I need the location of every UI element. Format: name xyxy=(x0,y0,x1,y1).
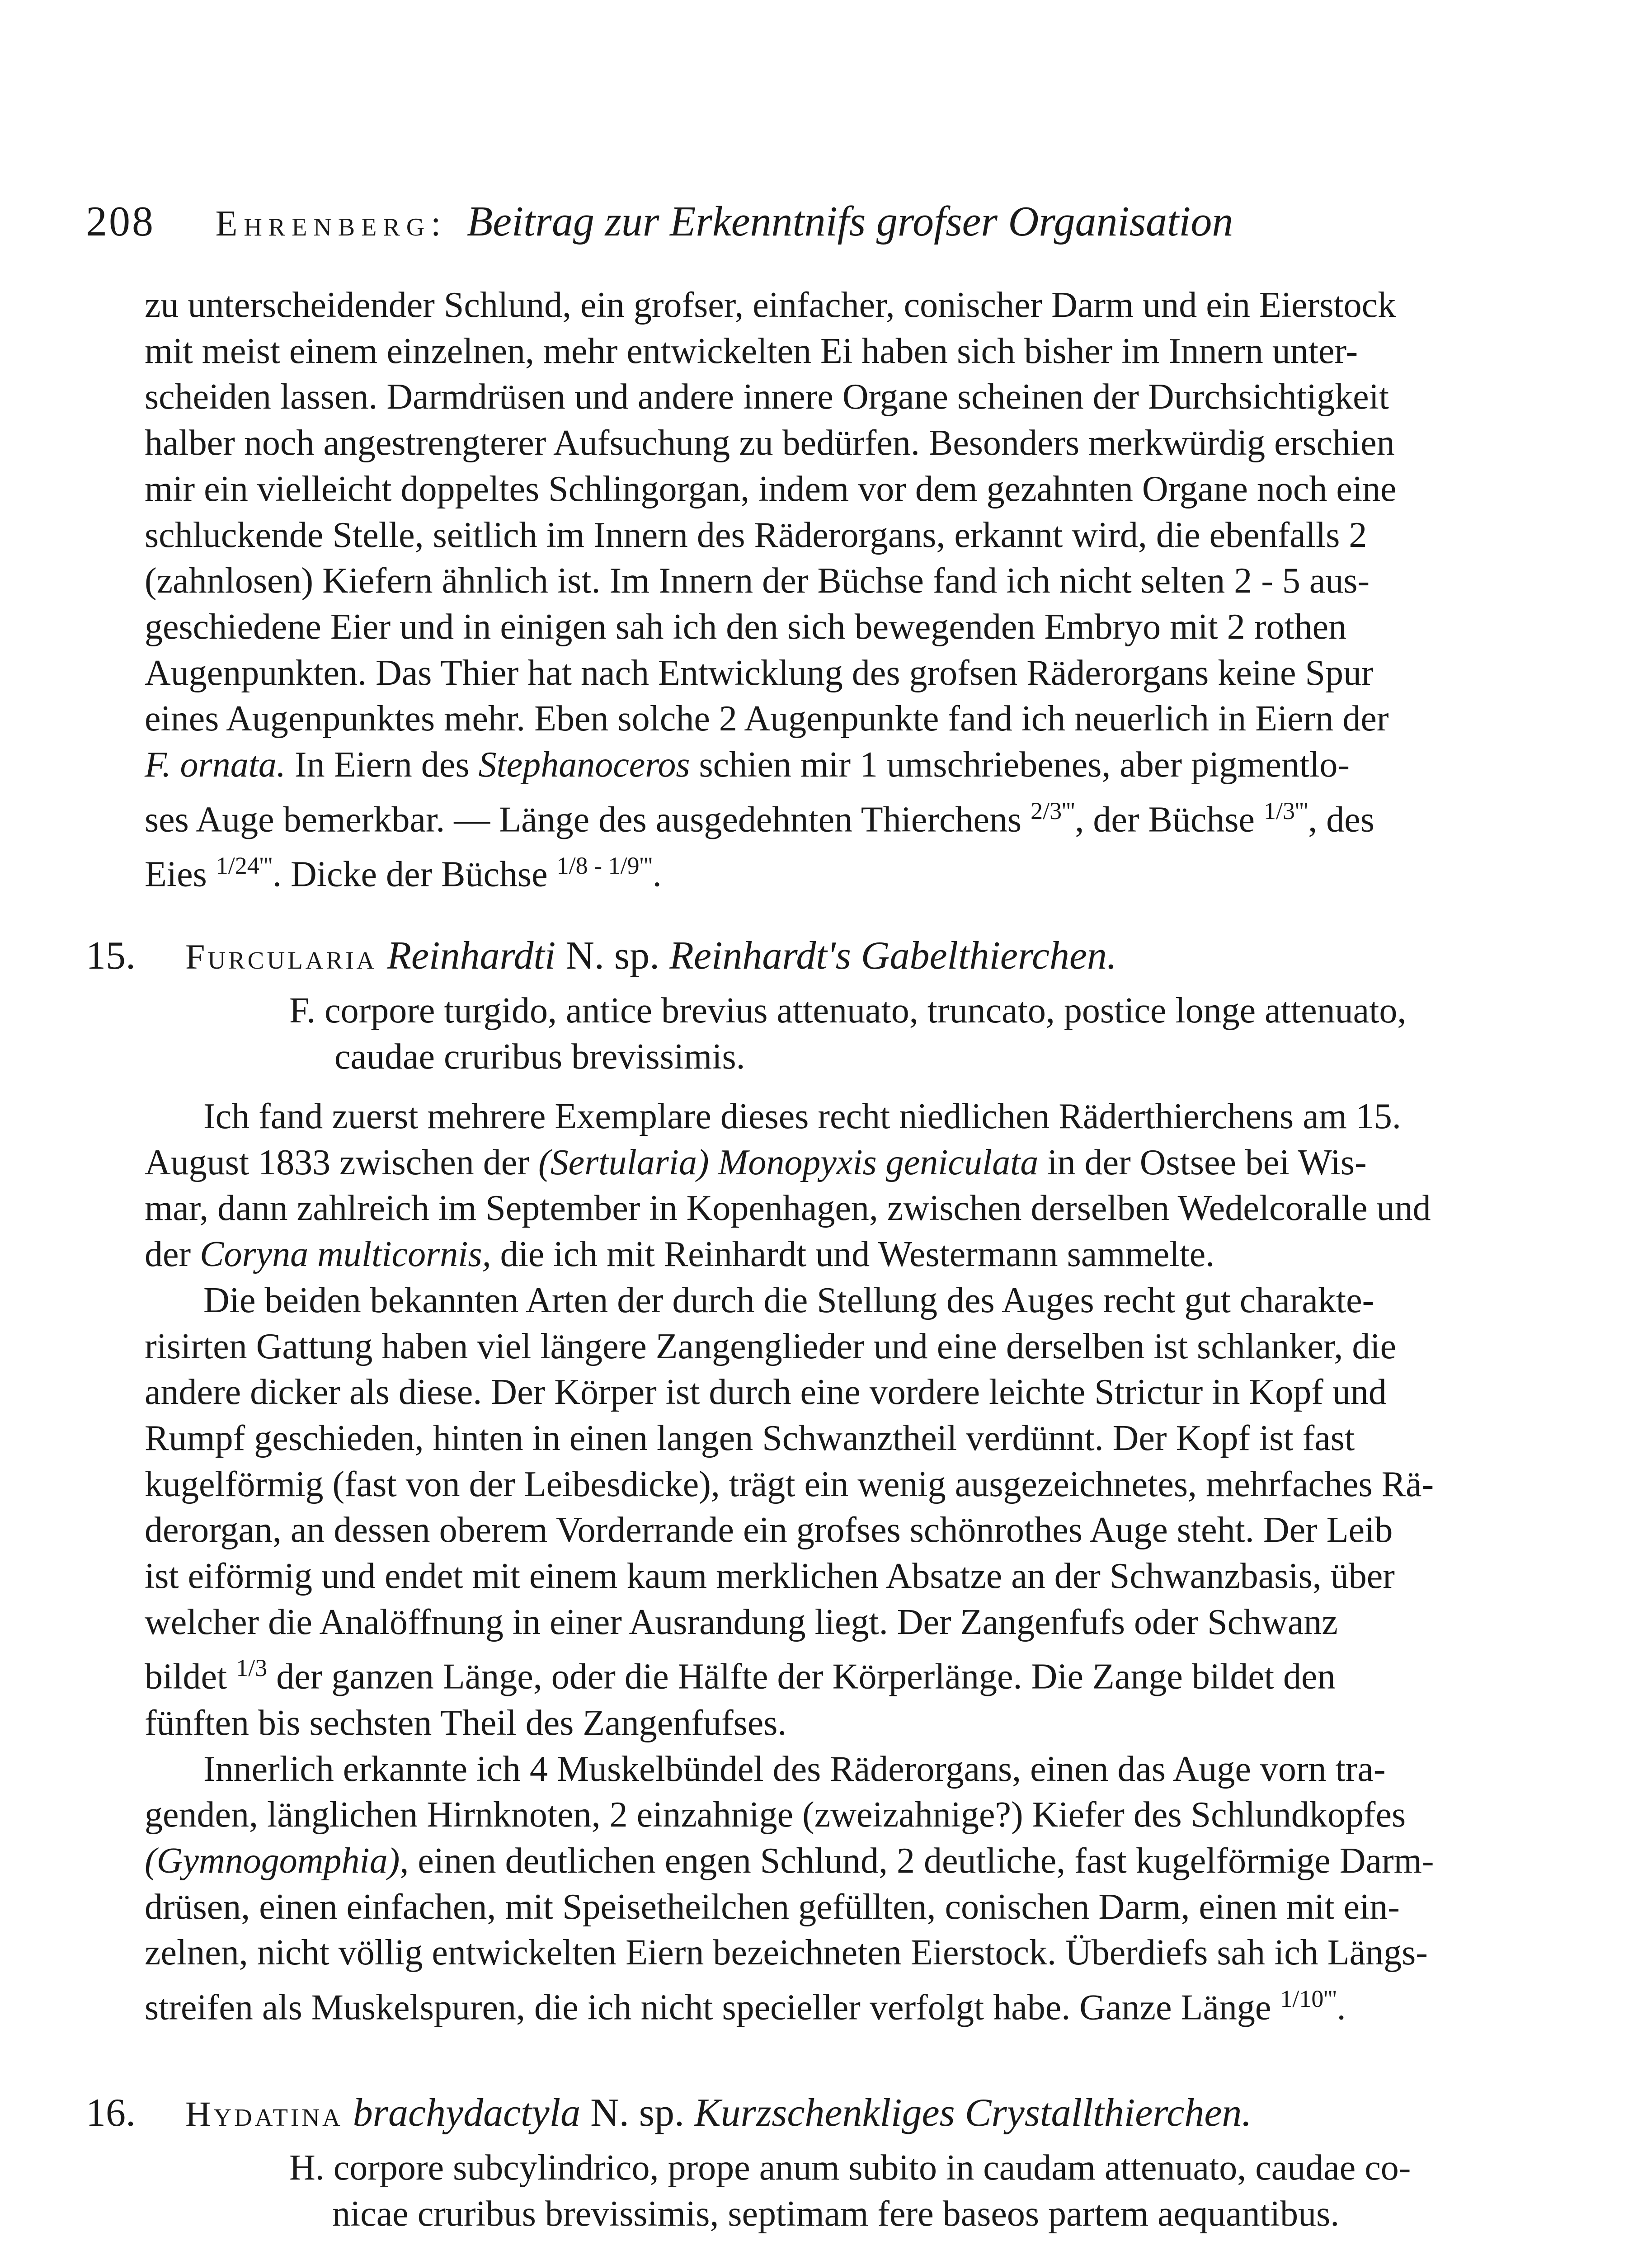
text-run: der xyxy=(145,1234,200,1275)
taxon-name: F. ornata. xyxy=(145,745,286,785)
text-line xyxy=(145,1645,1528,1700)
text-run: bildet xyxy=(145,1657,236,1697)
text-line: welcher die Analöffnung in einer Ausrandung liegt. Der Zangenfufs oder Schwanz xyxy=(145,1602,1338,1642)
header-title: Beitrag zur Erkenntnifs grofser Organisation xyxy=(466,198,1233,245)
fraction: 1/3''' xyxy=(1263,797,1308,824)
text-line xyxy=(145,1140,1528,1186)
entry-heading-15 xyxy=(86,931,1532,982)
text-line: Die beiden bekannten Arten der durch die Stellung des Auges recht gut charakte- xyxy=(203,1280,1374,1320)
genus-name: Hydatina xyxy=(185,2094,343,2133)
text-line: drüsen, einen einfachen, mit Speisetheilchen gefüllten, conischen Darm, einen mit ein- xyxy=(145,1887,1400,1927)
text-line xyxy=(145,1838,1528,1884)
text-run: streifen als Muskelspuren, die ich nicht specieller verfolgt habe. Ganze Länge xyxy=(145,1987,1280,2028)
text-line: eines Augenpunktes mehr. Eben solche 2 Augenpunkte fand ich neuerlich in Eiern der xyxy=(145,699,1389,739)
text-line: fünften bis sechsten Theil des Zangenfufses. xyxy=(145,1703,787,1743)
text-line xyxy=(145,788,1528,843)
text-line: halber noch angestrengterer Aufsuchung zu bedürfen. Besonders merkwürdig erschien xyxy=(145,423,1395,463)
text-run: , einen deutlichen engen Schlund, 2 deutliche, fast kugelförmige Darm- xyxy=(400,1841,1434,1881)
text-run: der ganzen Länge, oder die Hälfte der Körperlänge. Die Zange bildet den xyxy=(267,1657,1336,1697)
genus-name: Furcularia xyxy=(185,937,377,976)
text-line xyxy=(145,1976,1528,2031)
text-line: schluckende Stelle, seitlich im Innern des Räderorgans, erkannt wird, die ebenfalls 2 xyxy=(145,515,1367,555)
text-line xyxy=(145,742,1528,788)
text-line: kugelförmig (fast von der Leibesdicke), trägt ein wenig ausgezeichnetes, mehrfaches Rä- xyxy=(145,1464,1434,1504)
entry-number: 15. xyxy=(86,934,136,978)
text-run: ses Auge bemerkbar. — Länge des ausgedehnten Thierchens xyxy=(145,800,1031,840)
fraction: 1/10''' xyxy=(1280,1985,1337,2013)
header-author: Ehrenberg: xyxy=(215,204,447,244)
nova-species-marker: N. sp. xyxy=(590,2091,684,2135)
page-number: 208 xyxy=(86,198,155,245)
text-run: , des xyxy=(1308,800,1374,840)
text-line: ist eiförmig und endet mit einem kaum merklichen Absatze an der Schwanzbasis, über xyxy=(145,1556,1395,1596)
text-run: . Dicke der Büchse xyxy=(272,854,557,895)
text-line: mir ein vielleicht doppeltes Schlingorgan, indem vor dem gezahnten Organe noch eine xyxy=(145,469,1397,509)
text-line xyxy=(145,843,1528,898)
text-line: Innerlich erkannte ich 4 Muskelbündel des Räderorgans, einen das Auge vorn tra- xyxy=(203,1749,1386,1789)
text-line: H. corpore subcylindrico, prope anum subito in caudam attenuato, caudae co- xyxy=(289,2148,1411,2188)
text-run: die ich mit Reinhardt und Westermann sammelte. xyxy=(491,1234,1215,1275)
text-line: Rumpf geschieden, hinten in einen langen Schwanztheil verdünnt. Der Kopf ist fast xyxy=(145,1418,1355,1458)
latin-diagnosis-16 xyxy=(289,2145,1501,2237)
text-line: scheiden lassen. Darmdrüsen und andere innere Organe scheinen der Durchsichtigkeit xyxy=(145,377,1389,417)
taxon-name: Coryna multicornis, xyxy=(200,1234,491,1275)
text-run: In Eiern des xyxy=(285,745,479,785)
text-line: caudae cruribus brevissimis. xyxy=(334,1037,745,1077)
species-name: Reinhardti xyxy=(387,934,556,978)
entry-15-body xyxy=(145,1094,1528,2031)
text-line: mar, dann zahlreich im September in Kopenhagen, zwischen derselben Wedelcoralle und xyxy=(145,1188,1431,1229)
text-line: Ich fand zuerst mehrere Exemplare dieses recht niedlichen Räderthierchens am 15. xyxy=(203,1097,1401,1136)
text-run: August 1833 zwischen der xyxy=(145,1142,538,1182)
text-line: F. corpore turgido, antice brevius attenuato, truncato, postice longe attenuato, xyxy=(289,991,1407,1031)
taxon-name: (Sertularia) Monopyxis geniculata xyxy=(538,1142,1039,1182)
text-line: derorgan, an dessen oberem Vorderrande ein grofses schönrothes Auge steht. Der Leib xyxy=(145,1510,1393,1550)
text-line: mit meist einem einzelnen, mehr entwickelten Ei haben sich bisher im Innern unter- xyxy=(145,331,1358,371)
fraction: 1/24''' xyxy=(216,852,273,880)
text-run: , der Büchse xyxy=(1075,800,1264,840)
fraction: 1/3 xyxy=(236,1654,268,1682)
text-line: genden, länglichen Hirnknoten, 2 einzahnige (zweizahnige?) Kiefer des Schlundkopfes xyxy=(145,1795,1406,1835)
fraction: 1/8 - 1/9''' xyxy=(556,852,653,880)
text-line: Augenpunkten. Das Thier hat nach Entwicklung des grofsen Räderorgans keine Spur xyxy=(145,653,1374,693)
text-line: nicae cruribus brevissimis, septimam fere baseos partem aequantibus. xyxy=(332,2194,1340,2234)
text-line: zu unterscheidender Schlund, ein grofser, einfacher, conischer Darm und ein Eierstock xyxy=(145,285,1396,325)
taxon-name: Stephanoceros xyxy=(478,745,690,785)
text-line: zelnen, nicht völlig entwickelten Eiern bezeichneten Eierstock. Überdiefs sah ich Längs- xyxy=(145,1933,1428,1973)
continued-paragraph xyxy=(145,282,1528,898)
text-line: risirten Gattung haben viel längere Zangenglieder und eine derselben ist schlanker, die xyxy=(145,1326,1397,1366)
text-run: in der Ostsee bei Wis- xyxy=(1038,1142,1367,1182)
species-name: brachydactyla xyxy=(353,2091,581,2135)
text-line: geschiedene Eier und in einigen sah ich den sich bewegenden Embryo mit 2 rothen xyxy=(145,607,1347,647)
fraction: 2/3''' xyxy=(1031,797,1075,824)
text-line: (zahnlosen) Kiefern ähnlich ist. Im Innern der Büchse fand ich nicht selten 2 - 5 aus- xyxy=(145,561,1370,601)
entry-number: 16. xyxy=(86,2091,136,2135)
entry-heading-16 xyxy=(86,2088,1532,2139)
common-name: Reinhardt's Gabelthierchen. xyxy=(669,934,1117,978)
text-line xyxy=(145,1232,1528,1278)
text-line: andere dicker als diese. Der Körper ist durch eine vordere leichte Strictur in Kopf und xyxy=(145,1372,1387,1412)
text-run: schien mir 1 umschriebenes, aber pigmentlo- xyxy=(690,745,1350,785)
running-header xyxy=(86,194,1442,251)
common-name: Kurzschenkliges Crystallthierchen. xyxy=(694,2091,1252,2135)
text-run: Eies xyxy=(145,854,216,895)
nova-species-marker: N. sp. xyxy=(565,934,660,978)
text-run: . xyxy=(1337,1987,1346,2028)
latin-diagnosis-15 xyxy=(289,988,1528,1080)
taxon-name: (Gymnogomphia) xyxy=(145,1841,400,1881)
text-run: . xyxy=(652,854,662,895)
